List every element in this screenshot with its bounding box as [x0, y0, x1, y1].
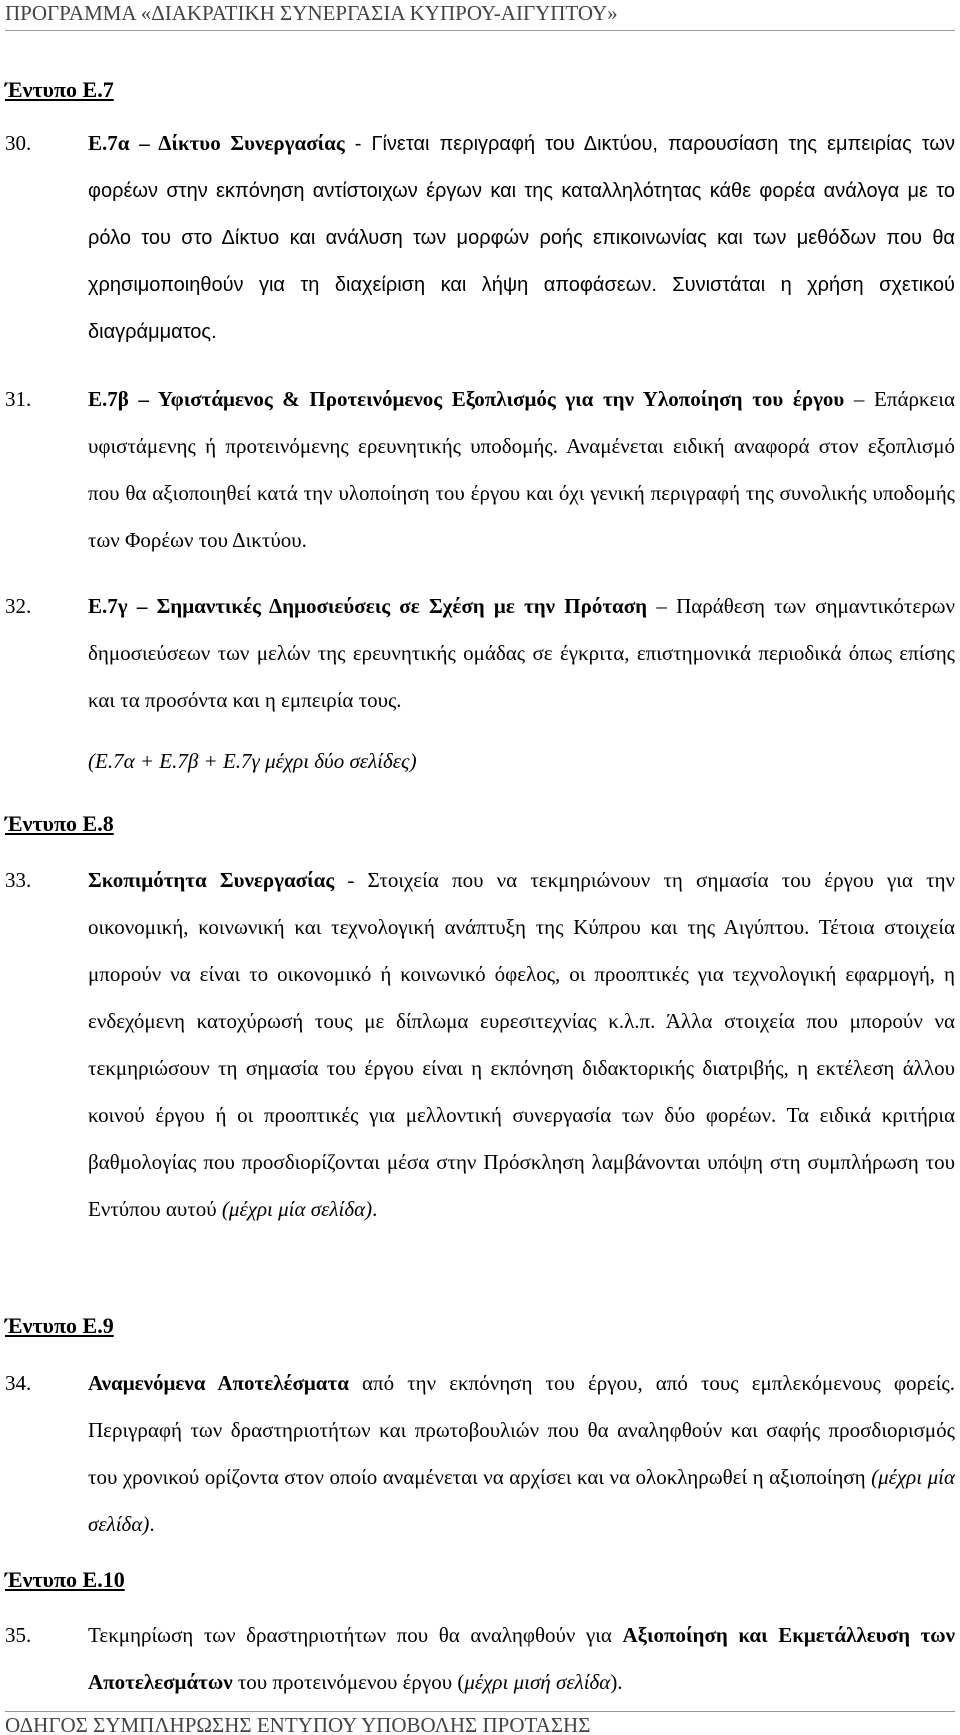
item-page-limit: (μέχρι μία σελίδα) — [88, 1465, 955, 1536]
item-end: . — [372, 1197, 378, 1221]
form-heading-e10: Έντυπο Ε.10 — [5, 1567, 125, 1592]
form-heading-e8: Έντυπο Ε.8 — [5, 811, 114, 836]
item-number: 33. — [5, 868, 32, 892]
item-body: Τεκμηρίωση των δραστηριοτήτων που θα αναληφθούν για — [88, 1623, 623, 1647]
item-title: Ε.7β – Υφιστάμενος & Προτεινόμενος Εξοπλισμός για την Υλοποίηση του έργου — [88, 387, 845, 411]
item-number: 32. — [5, 594, 32, 618]
form-heading-e7: Έντυπο Ε.7 — [5, 77, 114, 102]
item-body: - Στοιχεία που να τεκμηριώνουν τη σημασία του έργου για την οικονομική, κοινωνική και τεχνολογική ανάπτυξη της Κύπρου και της Αιγύπτου. Τέτοια στοιχεία μπορούν να είναι το οικονομικό ή κοινωνικό όφελος, οι προοπτικές για τεχνολογική εφαρμογή, η ενδεχόμενη κατοχύρωσή τους με δίπλωμα ευρεσιτεχνίας κ.λ.π. Άλλα στοιχεία που μπορούν να τεκμηριώσουν τη σημασία του έργου είναι η εκπόνηση διδακτορικής διατριβής, η εκτέλεση άλλου κοινού έργου ή οι προοπτικές για μελλοντική συνεργασία των δύο φορέων. Τα ειδικά κριτήρια βαθμολογίας που προσδιορίζονται μέσα στην Πρόσκληση λαμβάνονται υπόψη στη συμπλήρωση του Εντύπου αυτού — [88, 868, 955, 1221]
footer-rule — [5, 1711, 955, 1712]
item-number: 34. — [5, 1371, 32, 1395]
item-end: ). — [610, 1670, 623, 1694]
page-footer: ΟΔΗΓΟΣ ΣΥΜΠΛΗΡΩΣΗΣ ΕΝΤΥΠΟΥ ΥΠΟΒΟΛΗΣ ΠΡΟΤΑΣΗΣ — [5, 1713, 591, 1735]
item-body: – Παράθεση των σημαντικότερων δημοσιεύσεων των μελών της ερευνητικής ομάδας σε έγκριτα, επιστημονικά περιοδικά όπως επίσης και τα προσόντα και η εμπειρία τους. — [88, 594, 955, 712]
item-text — [88, 583, 955, 724]
item-text — [88, 857, 955, 1233]
page-limit-note: (Ε.7α + Ε.7β + Ε.7γ μέχρι δύο σελίδες) — [88, 749, 417, 773]
page-header: ΠΡΟΓΡΑΜΜΑ «ΔΙΑΚΡΑΤΙΚΗ ΣΥΝΕΡΓΑΣΙΑ ΚΥΠΡΟΥ-ΑΙΓΥΠΤΟΥ» — [5, 1, 618, 25]
item-body: από την εκπόνηση του έργου, από τους εμπλεκόμενους φορείς. Περιγραφή των δραστηριοτήτων και πρωτοβουλιών που θα αναληφθούν και σαφής προσδιορισμός του χρονικού ορίζοντα στον οποίο αναμένεται να αρχίσει και να ολοκληρωθεί η αξιοποίηση — [88, 1371, 955, 1489]
item-end: . — [149, 1512, 155, 1536]
item-text — [88, 1360, 955, 1548]
header-rule — [5, 30, 955, 31]
item-body: – Επάρκεια υφιστάμενης ή προτεινόμενης ερευνητικής υποδομής. Αναμένεται ειδική αναφορά στον εξοπλισμό που θα αξιοποιηθεί κατά την υλοποίηση του έργου και όχι γενική περιγραφή της συνολικής υποδομής των Φορέων του Δικτύου. — [88, 387, 955, 552]
item-text — [88, 376, 955, 564]
item-body: - Γίνεται περιγραφή του Δικτύου, παρουσίαση της εμπειρίας των φορέων στην εκπόνηση αντίστοιχων έργων και της καταλληλότητας κάθε φορέα ανάλογα με το ρόλο του στο Δίκτυο και ανάλυση των μορφών ροής επικοινωνίας και των μεθόδων που θα χρησιμοποιηθούν για τη διαχείριση και λήψη αποφάσεων. Συνιστάται η χρήση σχετικού διαγράμματος. — [88, 133, 955, 343]
item-title: Ε.7γ – Σημαντικές Δημοσιεύσεις σε Σχέση με την Πρόταση — [88, 594, 648, 618]
item-body-mid: του προτεινόμενου έργου ( — [232, 1670, 465, 1694]
item-text — [88, 120, 955, 356]
item-title: Αναμενόμενα Αποτελέσματα — [88, 1371, 349, 1395]
item-page-limit: (μέχρι μία σελίδα) — [221, 1197, 373, 1221]
item-text — [88, 1612, 955, 1706]
item-page-limit: μέχρι μισή σελίδα — [464, 1670, 611, 1694]
item-number: 30. — [5, 131, 32, 155]
item-title: Σκοπιμότητα Συνεργασίας — [88, 868, 335, 892]
item-title: Ε.7α – Δίκτυο Συνεργασίας — [88, 131, 345, 155]
form-heading-e9: Έντυπο Ε.9 — [5, 1313, 114, 1338]
item-number: 35. — [5, 1623, 32, 1647]
item-number: 31. — [5, 387, 32, 411]
item-title: Αξιοποίηση και Εκμετάλλευση των Αποτελεσμάτων — [88, 1623, 955, 1694]
